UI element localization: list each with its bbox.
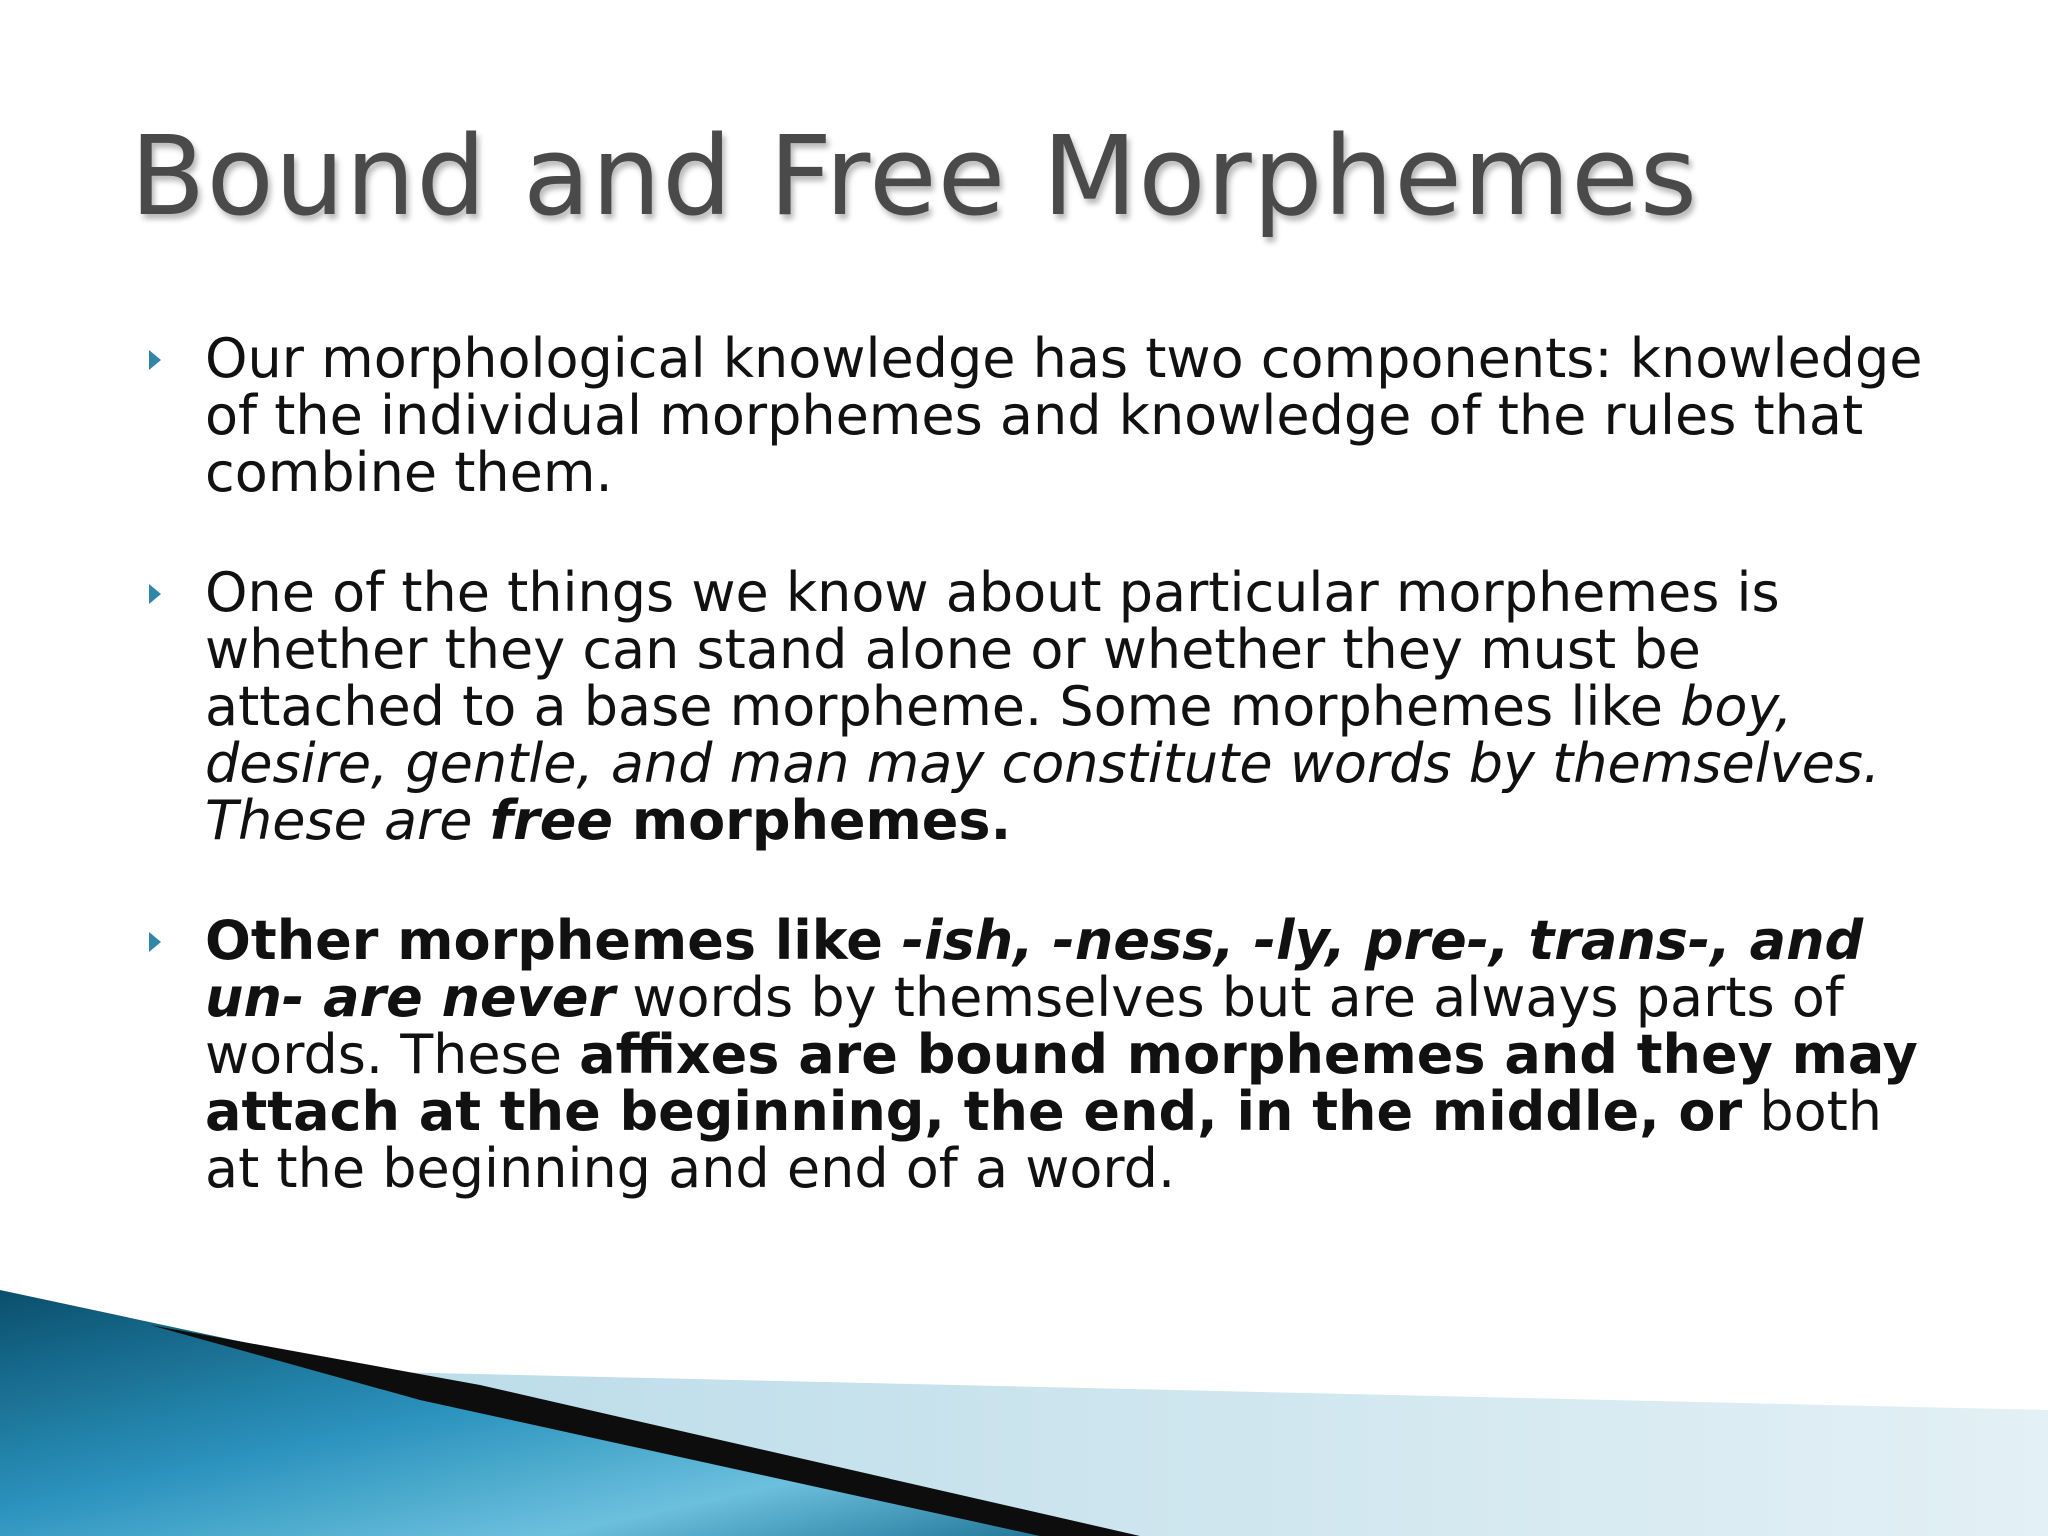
wave-light-band (300, 1370, 2048, 1536)
bullet-affix-examples: -ish, -ness, -ly, pre-, trans-, and un- are never (205, 909, 1864, 1029)
bullet-text-end: both at the beginning and end of a word. (205, 1080, 1883, 1200)
bullet-text: Our morphological knowledge has two components: knowledge of the individual morphemes and knowledge of the rules that combine them. (205, 327, 1923, 504)
wave-black-stripe (150, 1325, 1140, 1536)
bullet-item-free-morphemes (135, 561, 1935, 852)
bullet-term-morphemes: morphemes. (613, 789, 1012, 852)
bullet-bold-affixes: affixes are bound morphemes and they may attach at the beginning, the end, in the middle, or (205, 1023, 1918, 1143)
bullet-bold-intro: Other morphemes like (205, 909, 902, 972)
bullet-term-free: free (489, 789, 614, 852)
triangle-bullet-icon (149, 350, 161, 370)
bullet-text: words by themselves but are always parts of words. These (205, 966, 1844, 1086)
bullet-item-components (135, 327, 1935, 504)
bullet-text: One of the things we know about particular morphemes is whether they can stand alone or whether they must be attached to a base morpheme. Some morphemes like (205, 561, 1780, 738)
bullet-italic-examples: boy, desire, gentle, and man may constitute words by themselves. These are (205, 675, 1881, 852)
wave-blue-band (0, 1290, 1100, 1536)
bullet-list (135, 327, 1935, 1200)
triangle-bullet-icon (149, 932, 161, 952)
triangle-bullet-icon (149, 584, 161, 604)
bullet-item-bound-morphemes (135, 909, 1935, 1200)
slide-title: Bound and Free Morphemes (130, 112, 1699, 240)
